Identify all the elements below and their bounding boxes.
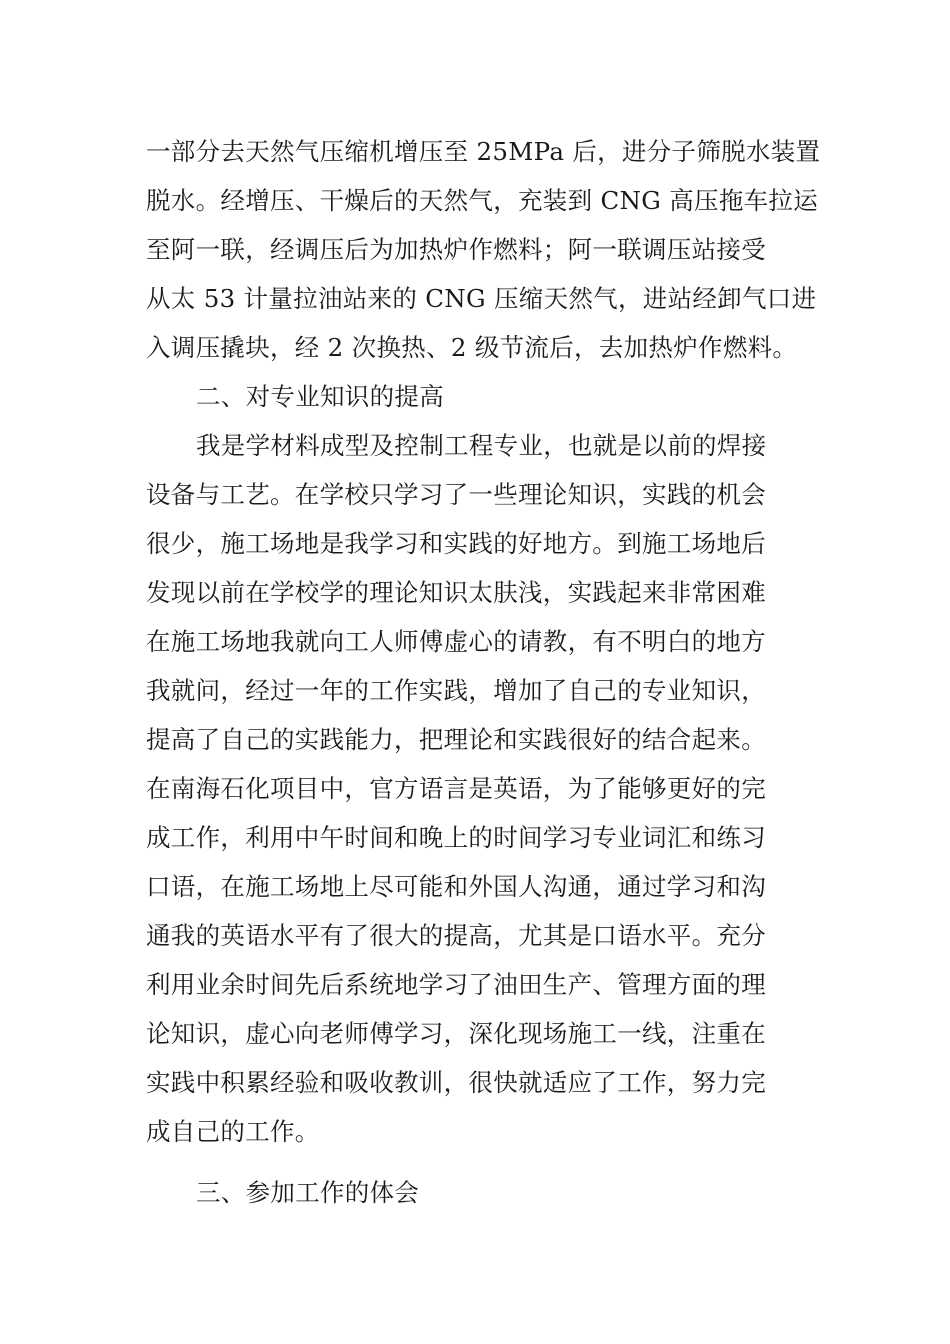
paragraph-line: 设备与工艺。在学校只学习了一些理论知识，实践的机会 — [146, 480, 766, 509]
paragraph-professional-knowledge — [146, 421, 806, 1156]
paragraph-line: 成自己的工作。 — [146, 1117, 320, 1146]
paragraph-line: 至阿一联，经调压后为加热炉作燃料；阿一联调压站接受 — [146, 235, 766, 264]
paragraph-line: 很少，施工场地是我学习和实践的好地方。到施工场地后 — [146, 529, 766, 558]
paragraph-line: 从太 53 计量拉油站来的 CNG 压缩天然气，进站经卸气口进 — [146, 284, 817, 313]
paragraph-line: 利用业余时间先后系统地学习了油田生产、管理方面的理 — [146, 970, 766, 999]
section-heading: 二、对专业知识的提高 — [196, 382, 444, 411]
paragraph-line: 通我的英语水平有了很大的提高，尤其是口语水平。充分 — [146, 921, 766, 950]
paragraph-line: 我是学材料成型及控制工程专业，也就是以前的焊接 — [196, 431, 767, 460]
paragraph-line: 口语，在施工场地上尽可能和外国人沟通，通过学习和沟 — [146, 872, 766, 901]
paragraph-line: 成工作，利用中午时间和晚上的时间学习专业词汇和练习 — [146, 823, 766, 852]
paragraph-line: 我就问，经过一年的工作实践，增加了自己的专业知识， — [146, 676, 766, 705]
section-heading-2 — [146, 372, 806, 421]
paragraph-line: 一部分去天然气压缩机增压至 25MPa 后，进分子筛脱水装置 — [146, 137, 821, 166]
paragraph-line: 发现以前在学校学的理论知识太肤浅，实践起来非常困难 — [146, 578, 766, 607]
paragraph-line: 在施工场地我就向工人师傅虚心的请教，有不明白的地方 — [146, 627, 766, 656]
paragraph-line: 入调压撬块，经 2 次换热、2 级节流后，去加热炉作燃料。 — [146, 333, 798, 362]
section-heading-3 — [146, 1168, 806, 1217]
paragraph-line: 论知识，虚心向老师傅学习，深化现场施工一线，注重在 — [146, 1019, 766, 1048]
paragraph-line: 实践中积累经验和吸收教训，很快就适应了工作，努力完 — [146, 1068, 766, 1097]
section-heading: 三、参加工作的体会 — [196, 1178, 420, 1207]
paragraph-line: 提高了自己的实践能力，把理论和实践很好的结合起来。 — [146, 725, 766, 754]
paragraph-continuation — [146, 127, 821, 372]
paragraph-line: 脱水。经增压、干燥后的天然气，充装到 CNG 高压拖车拉运 — [146, 186, 819, 215]
paragraph-line: 在南海石化项目中，官方语言是英语，为了能够更好的完 — [146, 774, 766, 803]
